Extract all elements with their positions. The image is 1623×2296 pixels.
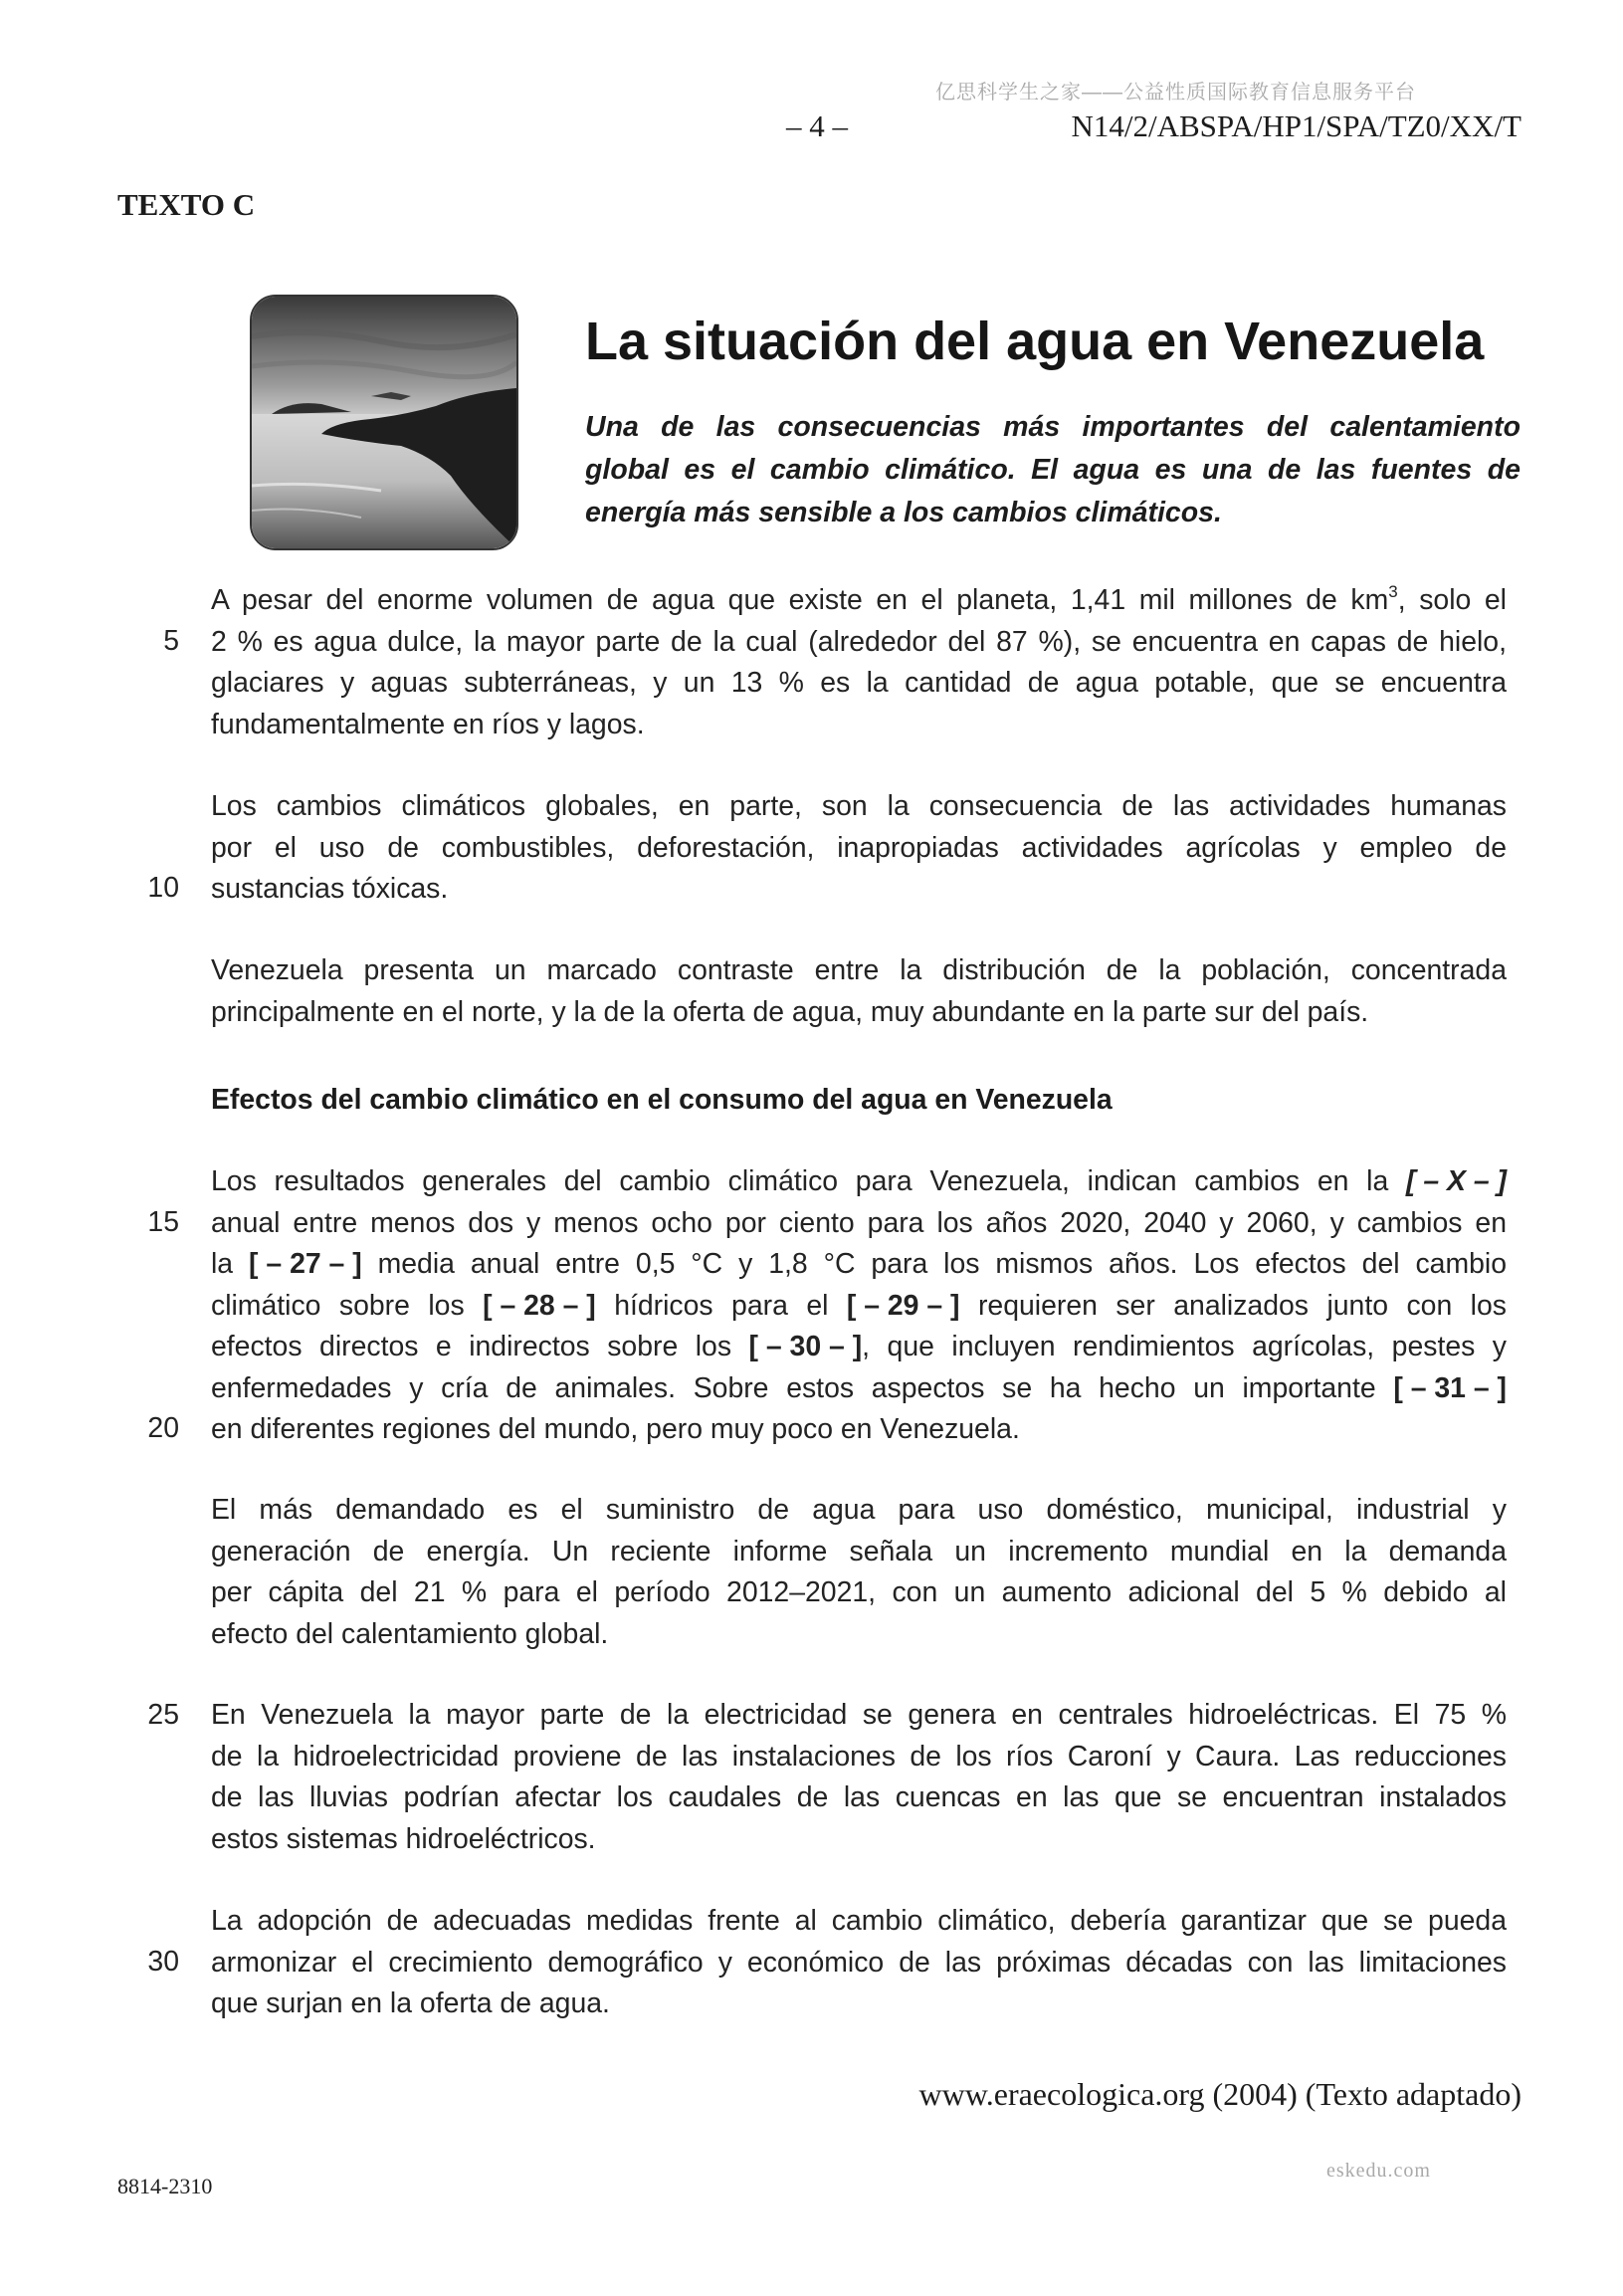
paragraph-3 (211, 950, 1507, 1033)
text-line: la [ – 27 – ] media anual entre 0,5 °C y 1,8 °C para los mismos años. Los efectos del cambio (211, 1244, 1507, 1286)
superscript: 3 (1388, 582, 1398, 601)
text-line: enfermedades y cría de animales. Sobre estos aspectos se ha hecho un importante [ – 31 – ] (211, 1368, 1507, 1410)
paragraph-1 (211, 580, 1507, 745)
text-line: El más demandado es el suministro de agua para uso doméstico, municipal, industrial y (211, 1494, 1507, 1526)
paragraph-2 (211, 786, 1507, 911)
footer-watermark: eskedu.com (1326, 2160, 1431, 2182)
article-subtitle (585, 406, 1521, 534)
page-number: – 4 – (786, 108, 848, 143)
text-line: efectos directos e indirectos sobre los [ – 30 – ], que incluyen rendimientos agrícolas, pestes y (211, 1327, 1507, 1368)
text-line: generación de energía. Un reciente informe señala un incremento mundial en la demanda (211, 1535, 1507, 1567)
gap-x: [ – X – ] (1406, 1165, 1508, 1197)
footer-code: 8814-2310 (117, 2174, 213, 2198)
text-line: En Venezuela la mayor parte de la electricidad se genera en centrales hidroeléctricas. El 75 % (211, 1699, 1507, 1731)
gap-27: [ – 27 – ] (249, 1248, 362, 1280)
line-number: 20 (147, 1412, 179, 1444)
gap-31: [ – 31 – ] (1393, 1371, 1507, 1404)
text-line: en diferentes regiones del mundo, pero muy poco en Venezuela. (211, 1413, 1020, 1445)
line-number: 10 (147, 872, 179, 904)
text-line: que surjan en la oferta de agua. (211, 1987, 610, 2019)
text-line: principalmente en el norte, y la de la oferta de agua, muy abundante en la parte sur del país. (211, 995, 1369, 1028)
gap-28: [ – 28 – ] (483, 1289, 596, 1322)
lake-landscape-photo (250, 295, 518, 550)
subtitle-line: global es el cambio climático. El agua es una de las fuentes de (585, 454, 1521, 486)
line-number: 30 (147, 1946, 179, 1978)
text-line: climático sobre los [ – 28 – ] hídricos para el [ – 29 – ] requieren ser analizados junto con los (211, 1286, 1507, 1328)
subtitle-line: energía más sensible a los cambios climáticos. (585, 497, 1222, 528)
text-line: glaciares y aguas subterráneas, y un 13 % es la cantidad de agua potable, que se encuentra (211, 667, 1507, 699)
text-line: fundamentalmente en ríos y lagos. (211, 708, 645, 740)
text-line: A pesar del enorme volumen de agua que existe en el planeta, 1,41 mil millones de $km^3$, solo el (211, 582, 1507, 616)
text-line: La adopción de adecuadas medidas frente al cambio climático, debería garantizar que se pueda (211, 1905, 1507, 1937)
text-line: Los cambios climáticos globales, en parte, son la consecuencia de las actividades humanas (211, 790, 1507, 822)
line-number: 15 (147, 1206, 179, 1238)
gap-29: [ – 29 – ] (846, 1289, 960, 1322)
line-number: 25 (147, 1699, 179, 1731)
line-number: 5 (163, 625, 179, 657)
text-line: armonizar el crecimiento demográfico y económico de las próximas décadas con las limitaciones (211, 1946, 1507, 1979)
text-line: por el uso de combustibles, deforestación, inapropiadas actividades agrícolas y empleo de (211, 831, 1507, 864)
source-citation: www.eraecologica.org (2004) (Texto adaptado) (918, 2076, 1522, 2112)
header-watermark: 亿思科学生之家——公益性质国际教育信息服务平台 (935, 82, 1416, 104)
paragraph-7 (211, 1901, 1507, 2025)
text-line: sustancias tóxicas. (211, 873, 449, 905)
document-code: N14/2/ABSPA/HP1/SPA/TZ0/XX/T (1071, 108, 1522, 143)
paragraph-4 (211, 1161, 1507, 1451)
subtitle-line: Una de las consecuencias más importantes del calentamiento (585, 411, 1521, 443)
text-line: de la hidroelectricidad proviene de las instalaciones de los ríos Caroní y Caura. Las reducciones (211, 1740, 1507, 1773)
text-line: anual entre menos dos y menos ocho por ciento para los años 2020, 2040 y 2060, y cambios en (211, 1206, 1507, 1239)
text-line: Venezuela presenta un marcado contraste entre la distribución de la población, concentrada (211, 954, 1507, 986)
text-line: de las lluvias podrían afectar los caudales de las cuencas en las que se encuentran instalados (211, 1781, 1507, 1813)
article-title: La situación del agua en Venezuela (585, 312, 1485, 371)
paragraph-6 (211, 1695, 1507, 1860)
gap-30: [ – 30 – ] (748, 1331, 863, 1362)
section-label: TEXTO C (117, 187, 256, 222)
text-line: efecto del calentamiento global. (211, 1617, 609, 1650)
paragraph-5 (211, 1490, 1507, 1655)
text-line: 2 % es agua dulce, la mayor parte de la cual (alrededor del 87 %), se encuentra en capas de hielo, (211, 625, 1507, 658)
text-line: estos sistemas hidroeléctricos. (211, 1822, 596, 1855)
text-line: Los resultados generales del cambio climático para Venezuela, indican cambios en la [ – X – ] (211, 1161, 1507, 1203)
text-line: per cápita del 21 % para el período 2012–2021, con un aumento adicional del 5 % debido al (211, 1576, 1507, 1608)
section-heading: Efectos del cambio climático en el consumo del agua en Venezuela (211, 1084, 1113, 1116)
